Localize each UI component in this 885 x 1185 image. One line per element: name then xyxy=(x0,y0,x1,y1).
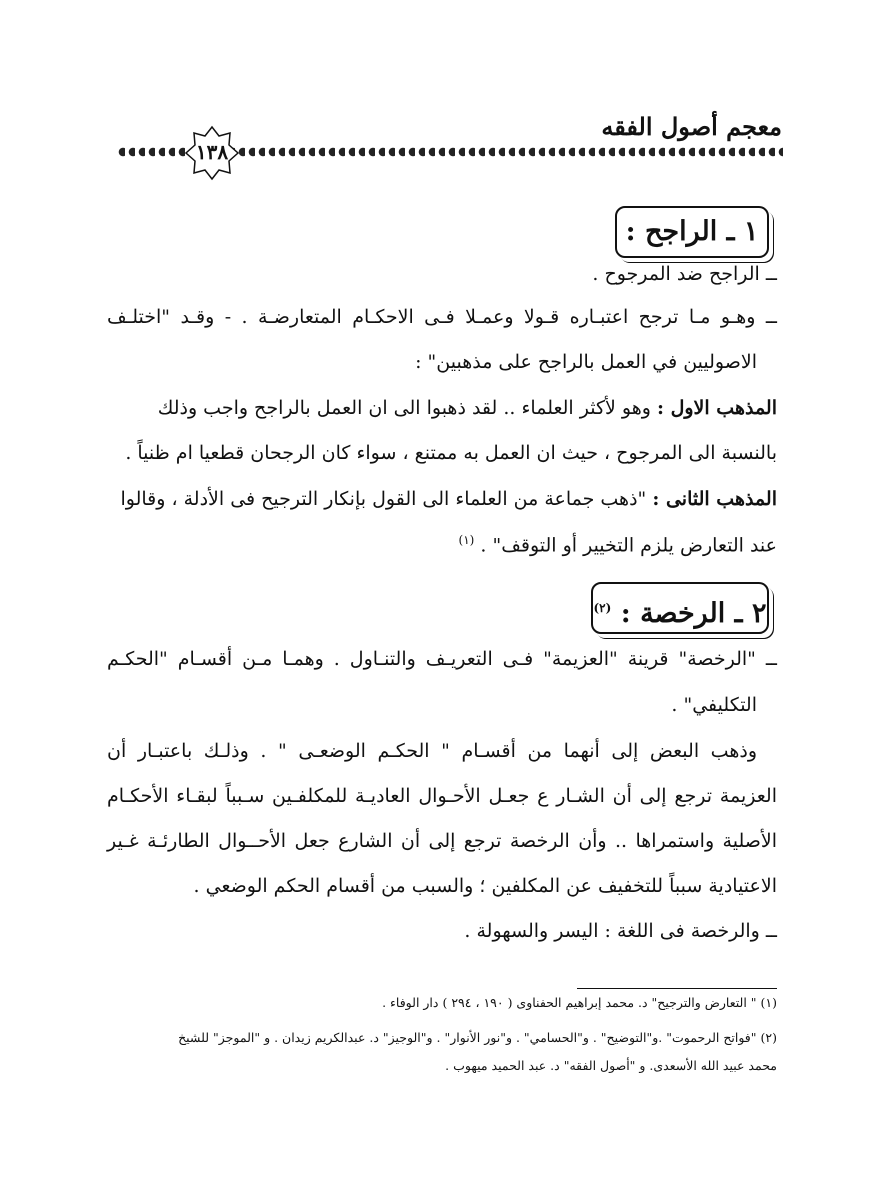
madhhab-second-cont-text: عند التعارض يلزم التخيير أو التوقف" . xyxy=(480,534,777,557)
text-line: ــ "الرخصة" قرينة "العزيمة" فـى التعريـف والتنـاول . وهمـا مـن أقسـام "الحكـم xyxy=(107,648,777,670)
text-line: الاعتيادية سبباً للتخفيف عن المكلفين ؛ والسبب من أقسام الحكم الوضعي . xyxy=(193,875,777,897)
page-number-badge xyxy=(184,125,240,181)
text-line: الأصلية واستمراها .. وأن الرخصة ترجع إلى أن الشارع جعل الأحــوال الطارئـة غـير xyxy=(107,830,777,852)
footnote-2: (٢) "فواتح الرحموت" .و"التوضيح" . و"الحسامي" . و"نور الأنوار" . و"الوجيز" د. عبدالكريم زيدان . و "الموجز" للشيخ xyxy=(178,1030,777,1045)
section-heading-rukhsa xyxy=(591,582,769,634)
footnote-ref: (١) xyxy=(458,533,475,547)
section-heading-text: ٢ ـ الرخصة : xyxy=(620,598,767,629)
text-line: بالنسبة الى المرجوح ، حيث ان العمل به ممتنع ، سواء كان الرجحان قطعيا ام ظنياً . xyxy=(125,442,777,464)
madhhab-second-cont xyxy=(107,533,777,556)
text-line: العزيمة ترجع إلى أن الشـار ع جعـل الأحـوال العاديـة للمكلفـين سـبباً لبقـاء الأحكـام xyxy=(107,785,777,807)
madhhab-first-label: المذهب الاول : xyxy=(656,397,777,419)
text-line: ــ الراجح ضد المرجوح . xyxy=(592,263,777,285)
text-line: التكليفي" . xyxy=(671,694,757,716)
footnote-2-cont: محمد عبيد الله الأسعدى. و "أصول الفقه" د. عبد الحميد ميهوب . xyxy=(445,1058,777,1073)
madhhab-second-text: "ذهب جماعة من العلماء الى القول بإنكار الترجيح فى الأدلة ، وقالوا xyxy=(120,488,647,510)
text-line: وذهب البعض إلى أنهما من أقسـام " الحكـم الوضعـى " . وذلـك باعتبـار أن xyxy=(107,740,757,762)
footnote-divider xyxy=(577,988,777,989)
madhhab-first-line xyxy=(107,397,777,419)
text-line: الاصوليين في العمل بالراجح على مذهبين" : xyxy=(415,351,757,373)
page-number: ١٣٨ xyxy=(195,140,229,164)
madhhab-second-line xyxy=(107,488,777,510)
text-line: ــ والرخصة فى اللغة : اليسر والسهولة . xyxy=(464,920,777,942)
madhhab-first-text: وهو لأكثر العلماء .. لقد ذهبوا الى ان العمل بالراجح واجب وذلك xyxy=(157,397,651,419)
section-heading-text: ١ ـ الراجح : xyxy=(625,216,759,247)
section-heading-rajih xyxy=(615,206,769,258)
footnote-1: (١) " التعارض والترجيح" د. محمد إبراهيم الحفناوى ( ١٩٠ ، ٢٩٤ ) دار الوفاء . xyxy=(382,995,777,1010)
running-header-title: معجم أصول الفقه xyxy=(601,112,782,141)
madhhab-second-label: المذهب الثانى : xyxy=(652,488,777,510)
text-line: ــ وهـو مـا ترجح اعتبـاره قـولا وعمـلا فـى الاحكـام المتعارضـة . - وقـد "اختلـف xyxy=(107,306,777,328)
footnote-ref: (٢) xyxy=(593,601,612,615)
